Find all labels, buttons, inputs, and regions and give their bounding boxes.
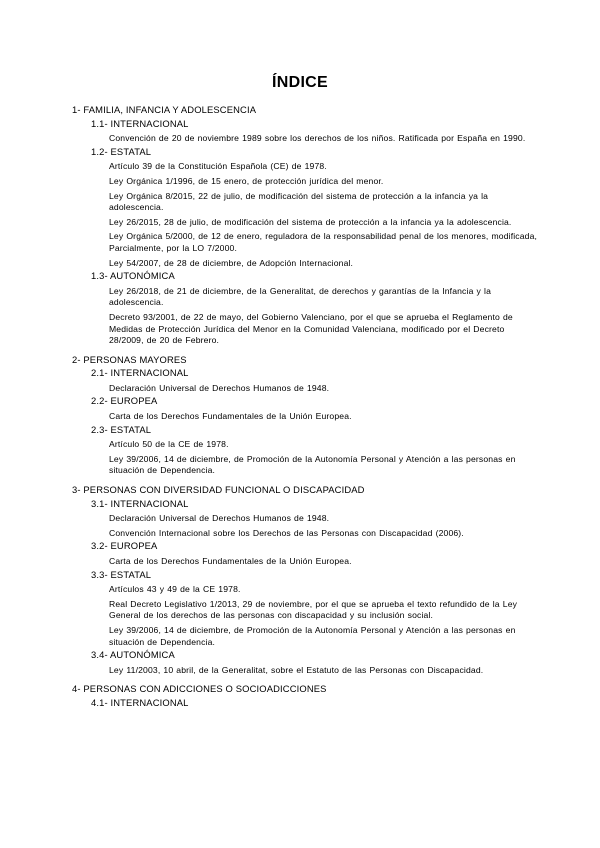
toc-entry: Artículo 39 de la Constitución Española (CE) de 1978.: [109, 161, 327, 172]
toc-subsection-heading: 3.4- AUTONÓMICA: [91, 649, 175, 661]
toc-subsection-heading: 1.1- INTERNACIONAL: [91, 117, 189, 129]
toc-subsection-heading: 2.1- INTERNACIONAL: [91, 367, 189, 379]
toc-entry: Declaración Universal de Derechos Humanos de 1948.: [109, 382, 330, 393]
toc-entry: Ley 26/2015, 28 de julio, de modificación del sistema de protección a la infancia ya la adolescencia.: [109, 216, 512, 227]
toc-section-heading: 4- PERSONAS CON ADICCIONES O SOCIOADICCIONES: [72, 683, 327, 695]
toc-subsection-heading: 1.2- ESTATAL: [91, 145, 152, 157]
toc-entry: Carta de los Derechos Fundamentales de la Unión Europea.: [109, 556, 352, 566]
toc-entry: Ley Orgánica 1/1996, de 15 enero, de protección jurídica del menor.: [109, 175, 384, 186]
toc-entry: Ley 26/2018, de 21 de diciembre, de la Generalitat, de derechos y garantías de la Infancia y la adolescencia.: [109, 285, 492, 308]
toc-entry: Ley 39/2006, 14 de diciembre, de Promoción de la Autonomía Personal y Atención a las personas en situación de Dependencia.: [109, 453, 516, 476]
toc-entry: Ley Orgánica 8/2015, 22 de julio, de modificación del sistema de protección a la infancia ya la adolescencia.: [109, 190, 489, 213]
page-title: ÍNDICE: [271, 74, 329, 91]
toc-subsection-heading: 2.2- EUROPEA: [91, 395, 158, 407]
toc-subsection-heading: 4.1- INTERNACIONAL: [91, 696, 189, 708]
toc-subsection-heading: 3.3- ESTATAL: [91, 568, 152, 580]
toc-section-heading: 1- FAMILIA, INFANCIA Y ADOLESCENCIA: [72, 104, 257, 115]
toc-subsection-heading: 3.2- EUROPEA: [91, 540, 158, 552]
toc-entry: Declaración Universal de Derechos Humanos de 1948.: [109, 513, 330, 524]
toc-entry: Artículo 50 de la CE de 1978.: [109, 439, 229, 450]
table-of-contents: [72, 104, 542, 710]
toc-section-heading: 3- PERSONAS CON DIVERSIDAD FUNCIONAL O DISCAPACIDAD: [72, 484, 365, 496]
toc-entry: Ley 54/2007, de 28 de diciembre, de Adopción Internacional.: [109, 257, 354, 268]
toc-entry: Ley 11/2003, 10 abril, de la Generalitat, sobre el Estatuto de las Personas con Discapacidad.: [109, 664, 484, 675]
toc-subsection-heading: 2.3- ESTATAL: [91, 423, 152, 435]
toc-entry: Convención de 20 de noviembre 1989 sobre los derechos de los niños. Ratificada por España en 1990.: [109, 133, 526, 144]
toc-entry: Ley 39/2006, 14 de diciembre, de Promoción de la Autonomía Personal y Atención a las personas en situación de Dependencia.: [109, 624, 516, 647]
toc-entry: Decreto 93/2001, de 22 de mayo, del Gobierno Valenciano, por el que se aprueba el Reglamento de Medidas de Protección Jurídica del Menor en la Comunidad Valenciana, modificado por el Decreto 28/2009, de 20 de Febrero.: [109, 311, 513, 346]
toc-subsection-heading: 3.1- INTERNACIONAL: [91, 497, 189, 509]
toc-section-heading: 2- PERSONAS MAYORES: [72, 353, 187, 365]
toc-entry: Real Decreto Legislativo 1/2013, 29 de noviembre, por el que se aprueba el texto refundido de la Ley General de los derechos de las personas con discapacidad y su inclusión social.: [109, 598, 518, 621]
toc-entry: Convención Internacional sobre los Derechos de las Personas con Discapacidad (2006).: [109, 527, 464, 538]
toc-entry: Artículos 43 y 49 de la CE 1978.: [109, 584, 241, 595]
toc-entry: Carta de los Derechos Fundamentales de la Unión Europea.: [109, 411, 352, 422]
toc-subsection-heading: 1.3- AUTONÓMICA: [91, 270, 175, 282]
toc-entry: Ley Orgánica 5/2000, de 12 de enero, reguladora de la responsabilidad penal de los menores, modificada, Parcialmente, por la LO 7/2000.: [109, 231, 538, 253]
